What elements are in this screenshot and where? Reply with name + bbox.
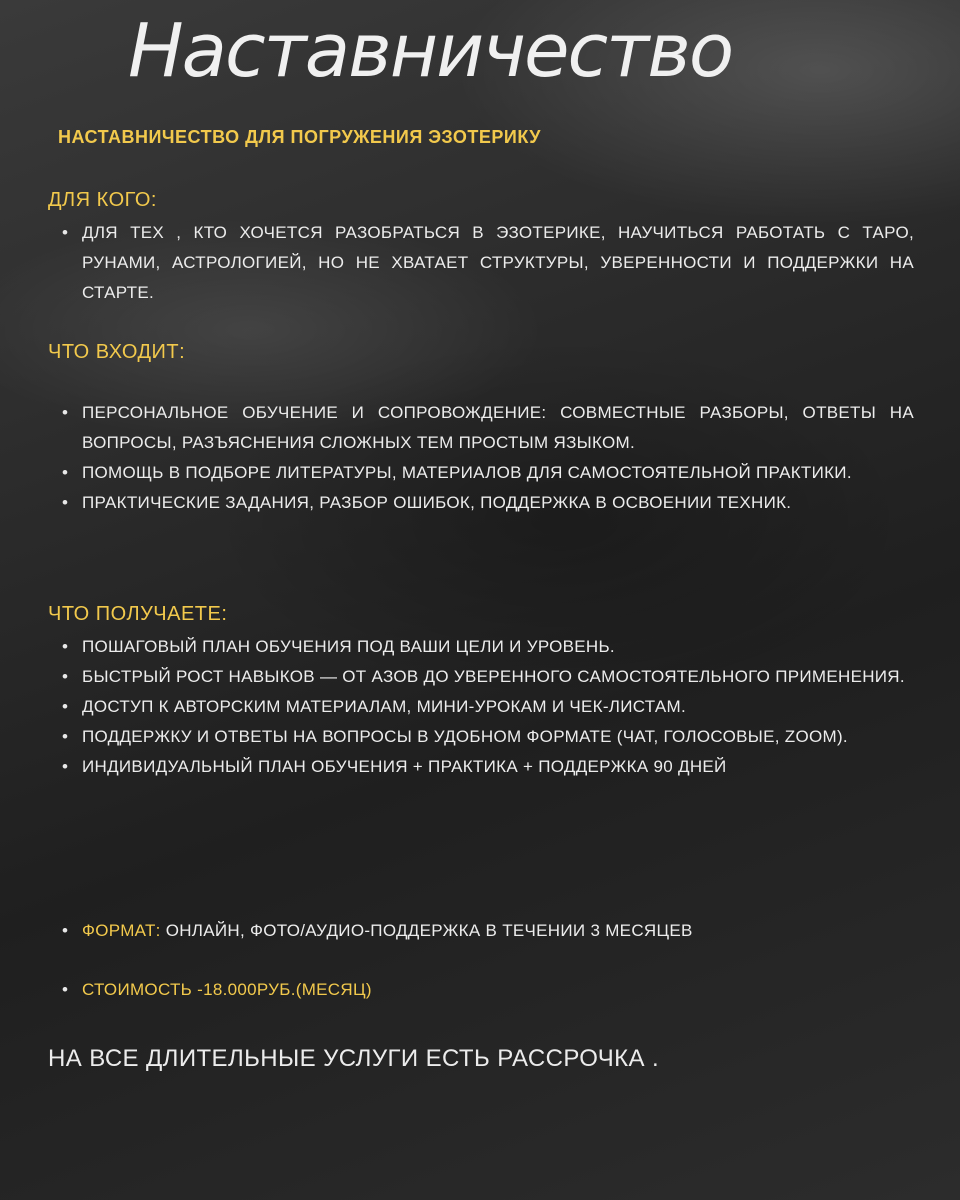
list-item: • ПРАКТИЧЕСКИЕ ЗАДАНИЯ, РАЗБОР ОШИБОК, ПОДДЕРЖКА В ОСВОЕНИИ ТЕХНИК.	[62, 488, 914, 518]
installment-note: НА ВСЕ ДЛИТЕЛЬНЫЕ УСЛУГИ ЕСТЬ РАССРОЧКА .	[48, 1045, 660, 1072]
list-item: • ПОШАГОВЫЙ ПЛАН ОБУЧЕНИЯ ПОД ВАШИ ЦЕЛИ И УРОВЕНЬ.	[62, 632, 914, 662]
format-value: ОНЛАЙН, ФОТО/АУДИО-ПОДДЕРЖКА В ТЕЧЕНИИ 3 МЕСЯЦЕВ	[160, 921, 693, 940]
for-whom-list	[62, 218, 914, 308]
list-item: • ИНДИВИДУАЛЬНЫЙ ПЛАН ОБУЧЕНИЯ + ПРАКТИКА + ПОДДЕРЖКА 90 ДНЕЙ	[62, 752, 914, 782]
list-item: • ДЛЯ ТЕХ , КТО ХОЧЕТСЯ РАЗОБРАТЬСЯ В ЭЗОТЕРИКЕ, НАУЧИТЬСЯ РАБОТАТЬ С ТАРО, РУНАМИ, АСТРОЛОГИЕЙ, НО НЕ ХВАТАЕТ СТРУКТУРЫ, УВЕРЕННОСТИ И ПОДДЕРЖКИ НА СТАРТЕ.	[62, 218, 914, 308]
format-label: ФОРМАТ:	[82, 921, 161, 940]
results-list	[62, 632, 914, 782]
list-item: • БЫСТРЫЙ РОСТ НАВЫКОВ — ОТ АЗОВ ДО УВЕРЕННОГО САМОСТОЯТЕЛЬНОГО ПРИМЕНЕНИЯ.	[62, 662, 914, 692]
page-title: Наставничество	[128, 8, 733, 94]
included-heading: ЧТО ВХОДИТ:	[48, 341, 186, 363]
format-line	[62, 916, 932, 946]
price-line	[62, 975, 932, 1005]
price-label: СТОИМОСТЬ -18.000РУБ.(МЕСЯЦ)	[82, 980, 372, 999]
list-item: • ДОСТУП К АВТОРСКИМ МАТЕРИАЛАМ, МИНИ-УРОКАМ И ЧЕК-ЛИСТАМ.	[62, 692, 914, 722]
list-item: • ПЕРСОНАЛЬНОЕ ОБУЧЕНИЕ И СОПРОВОЖДЕНИЕ: СОВМЕСТНЫЕ РАЗБОРЫ, ОТВЕТЫ НА ВОПРОСЫ, РАЗЪЯСНЕНИЯ СЛОЖНЫХ ТЕМ ПРОСТЫМ ЯЗЫКОМ.	[62, 398, 914, 458]
list-item: • ПОМОЩЬ В ПОДБОРЕ ЛИТЕРАТУРЫ, МАТЕРИАЛОВ ДЛЯ САМОСТОЯТЕЛЬНОЙ ПРАКТИКИ.	[62, 458, 914, 488]
results-heading: ЧТО ПОЛУЧАЕТЕ:	[48, 603, 228, 625]
included-list	[62, 398, 914, 518]
list-item: • ПОДДЕРЖКУ И ОТВЕТЫ НА ВОПРОСЫ В УДОБНОМ ФОРМАТЕ (ЧАТ, ГОЛОСОВЫЕ, ZOOM).	[62, 722, 914, 752]
page-subtitle: НАСТАВНИЧЕСТВО ДЛЯ ПОГРУЖЕНИЯ ЭЗОТЕРИКУ	[58, 127, 541, 147]
for-whom-heading: ДЛЯ КОГО:	[48, 189, 157, 211]
